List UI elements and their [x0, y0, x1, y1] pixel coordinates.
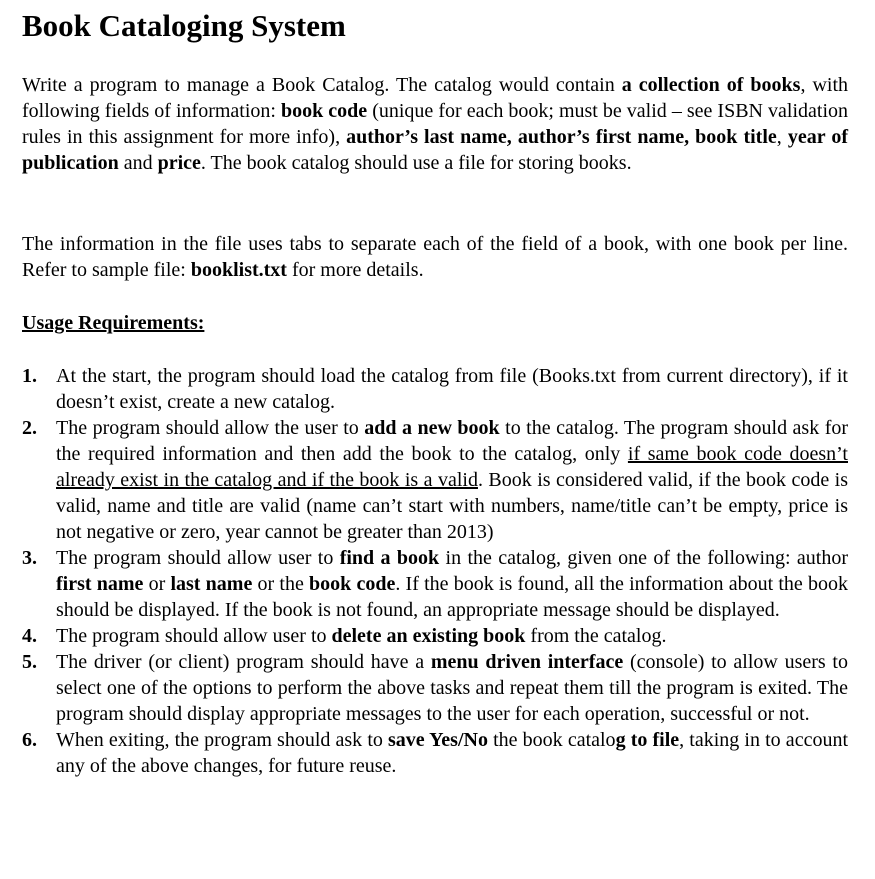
bold-text: add a new book [364, 417, 500, 439]
text-run: or [143, 573, 171, 595]
document-title: Book Cataloging System [22, 8, 346, 43]
text-run: , [776, 126, 788, 148]
text-run: (unique for each book; must be valid – see ISBN validation rules in this assignment for more info), [22, 100, 849, 148]
bold-text: delete an existing book [331, 625, 526, 647]
requirement-item [22, 649, 848, 727]
text-run: to the catalog. The program should ask for the required information and then add the book to the catalog, only [56, 417, 849, 465]
bold-text: last name [170, 573, 253, 595]
text-run: The program should allow user to [56, 625, 332, 647]
bold-text: g to file [615, 729, 680, 751]
bold-text: price [157, 152, 201, 174]
text-run: The driver (or client) program should have a [56, 651, 431, 673]
bold-text: year of publication [22, 126, 848, 174]
requirement-item [22, 545, 848, 623]
bold-text: menu driven interface [430, 651, 624, 673]
text-run: (console) to allow users to select one of the options to perform the above tasks and repeat them till the program is exited. The program should display appropriate messages to the user for each operation, successful or not. [56, 651, 848, 725]
requirements-list [22, 363, 848, 779]
text-run: for more details. [286, 259, 424, 281]
requirement-number: 1. [22, 365, 37, 387]
bold-text: first name [56, 573, 144, 595]
requirement-text [56, 649, 848, 727]
requirement-number: 6. [22, 729, 37, 751]
requirement-number: 3. [22, 547, 37, 569]
requirement-text [56, 545, 848, 623]
requirement-item [22, 727, 848, 779]
text-run: The program should allow user to [56, 547, 340, 569]
bold-text: book code [281, 100, 368, 122]
requirement-text [56, 363, 848, 415]
requirement-number: 4. [22, 625, 37, 647]
bold-text: save Yes/No [388, 729, 488, 751]
usage-heading: Usage Requirements: [22, 312, 205, 334]
text-run: When exiting, the program should ask to [56, 729, 389, 751]
requirement-item [22, 363, 848, 415]
requirement-text [56, 727, 848, 779]
requirement-number: 5. [22, 651, 37, 673]
text-run: from the catalog. [525, 625, 667, 647]
requirement-text [56, 623, 848, 649]
text-run: in the catalog, given one of the following: author [439, 547, 849, 569]
bold-text: find a book [339, 547, 440, 569]
bold-text: book code [309, 573, 396, 595]
underlined-text: if same book code doesn’t already exist in the catalog and if the book is a valid [56, 443, 848, 491]
bold-text: booklist.txt [190, 259, 287, 281]
intro-paragraph [22, 72, 848, 176]
text-run: , taking in to account any of the above changes, for future reuse. [56, 729, 848, 777]
bold-text: author’s last name, author’s first name, book title [346, 126, 777, 148]
bold-text: a collection of books [621, 74, 801, 96]
text-run: . The book catalog should use a file for storing books. [200, 152, 632, 174]
requirement-item [22, 623, 848, 649]
requirement-item [22, 415, 848, 545]
file-info-paragraph [22, 231, 848, 283]
text-run: and [118, 152, 158, 174]
requirement-text [56, 415, 848, 545]
text-run: Write a program to manage a Book Catalog. The catalog would contain [22, 74, 622, 96]
text-run: The program should allow the user to [56, 417, 365, 439]
text-run: or the [252, 573, 310, 595]
text-run: . If the book is found, all the information about the book should be displayed. If the book is not found, an appropriate message should be displayed. [56, 573, 849, 621]
text-run: . Book is considered valid, if the book code is valid, name and title are valid (name can’t start with numbers, name/title can’t be empty, price is not negative or zero, year cannot be greater than 2013) [56, 469, 849, 543]
requirement-number: 2. [22, 417, 37, 439]
text-run: , with following fields of information: [22, 74, 848, 122]
text-run: the book catalo [487, 729, 616, 751]
text-run: At the start, the program should load the catalog from file (Books.txt from current directory), if it doesn’t exist, create a new catalog. [56, 365, 848, 413]
text-run: The information in the file uses tabs to separate each of the field of a book, with one book per line. Refer to sample file: [22, 233, 848, 281]
